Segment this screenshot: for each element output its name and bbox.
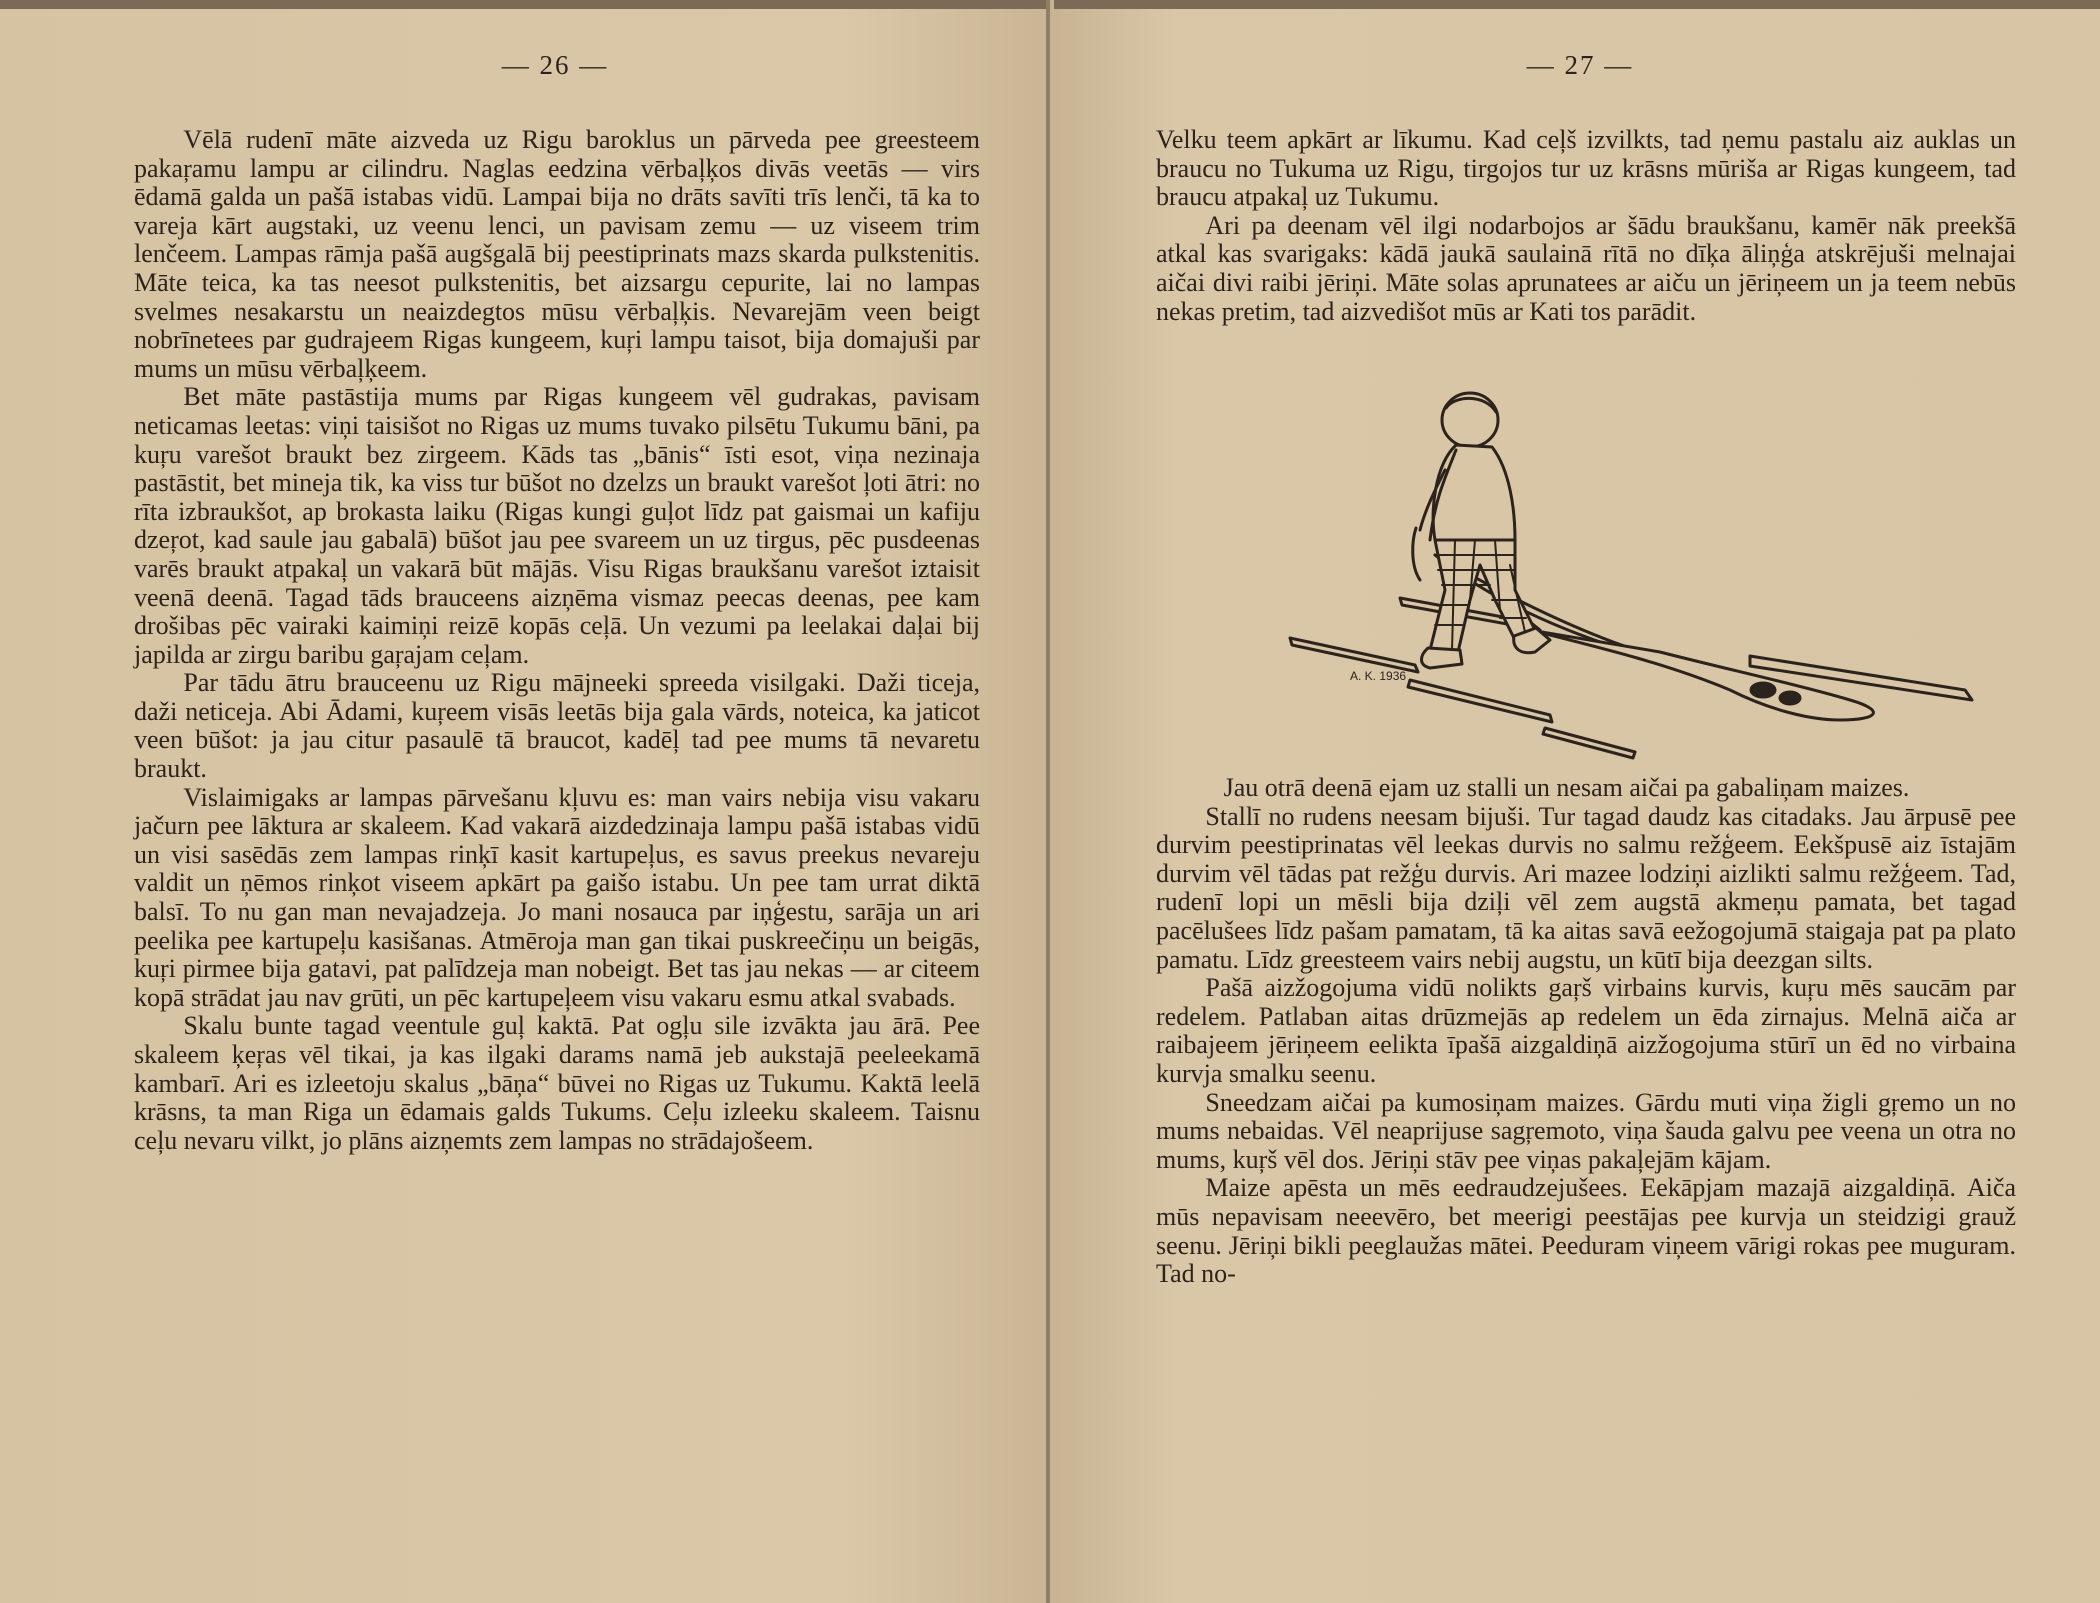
page-number-left: — 26 — [501, 50, 609, 80]
top-edge-band [0, 0, 1046, 9]
paragraph: Jau otrā deenā ejam uz stalli un nesam aičai pa gabaliņam maizes. [1223, 773, 1910, 802]
right-page-text-top [1156, 126, 2016, 326]
page-number-right: — 27 — [1526, 50, 1634, 80]
right-page [1050, 0, 2100, 1603]
illustration-signature: A. K. 1936 [1350, 669, 1407, 683]
paragraph: Pašā aizžogojuma vidū nolikts gaŗš virbains kurvis, kuŗu mēs saucām par redelem. Patlaban aitas drūzmejās ap redelem un ēda zirnajus. Melnā aiča ar raibajeem jēriņeem eelikta īpašā aizgaldiņā aizžogojuma stūrī un ēd no virbaina kurvja smalku seenu. [1156, 973, 2016, 1088]
paragraph: Skalu bunte tagad veentule guļ kaktā. Pat ogļu sile izvākta jau ārā. Pee skaleem ķeŗas vēl tikai, ja kas ilgaki darams namā jeb aukstajā peeleekamā kambarī. Ari es izleetoju skalus „bāņa“ būvei no Rigas uz Tukumu. Kaktā leelā krāsns, ta man Riga un ēdamais galds Tukums. Ceļu izleeku skaleem. Taisnu ceļu nevaru vilkt, jo plāns aizņemts zem lampas no strādajošeem. [134, 1011, 980, 1155]
paragraph: Maize apēsta un mēs eedraudzejušees. Eekāpjam mazajā aizgaldiņā. Aiča mūs nepavisam neeevēro, bet meerigi peestājas pee kurvja un steidzigi grauž seenu. Jēriņi bikli peeglaužas mātei. Peeduram viņeem vārigi rokas pee muguram. Tad no- [1156, 1173, 2016, 1289]
paragraph: Ari pa deenam vēl ilgi nodarbojos ar šādu braukšanu, kamēr nāk preekšā atkal kas svarigaks: kādā jaukā saulainā rītā no dīķa āliņģa atskrējuši melnajai aičai divi raibi jēriņi. Māte solas aprunatees ar aiču un jēriņeem un ja teem nebūs nekas pretim, tad aizvedišot mūs ar Kati tos parādit. [1156, 210, 2016, 326]
top-edge-band [1054, 0, 2100, 9]
paragraph: Par tādu ātru brauceenu uz Rigu mājneeki spreeda visilgaki. Daži ticeja, daži neticeja. Abi Ādami, kuŗeem visās leetās bija gala vārds, noteica, ka jaticot veen būšot: ja jau citur pasaulē tā braucot, kadēļ tad pee mums tā nevaretu braukt. [134, 668, 980, 784]
right-page-text-bottom [1156, 774, 2016, 1289]
paragraph: Velku teem apkārt ar līkumu. Kad ceļš izvilkts, tad ņemu pastalu aiz auklas un braucu no Tukuma uz Rigu, tirgojos tur uz krāsns mūriša ar Rigas kungeem, tad braucu atpakaļ uz Tukumu. [1156, 125, 2016, 212]
paragraph: Sneedzam aičai pa kumosiņam maizes. Gārdu muti viņa žigli gŗemo un no mums nebaidas. Vēl neaprijuse sagŗemoto, viņa šauda galvu pee veena un otra no mums, kuŗš vēl dos. Jēriņi stāv pee viņas pakaļejām kājam. [1156, 1087, 2016, 1174]
paragraph: Vēlā rudenī māte aizveda uz Rigu baroklus un pārveda pee greesteem pakaŗamu lampu ar cilindru. Naglas eedzina vērbaļķos divās veetās — virs ēdamā galda un pašā istabas vidū. Lampai bija no drāts savīti trīs lenči, tā ka to vareja kārt augstaki, uz veenu lenci, un pavisam zemu — uz viseem trim lenčeem. Lampas rāmja pašā augšgalā bij peestiprinats mazs skarda pulkstenitis. Māte teica, ka tas neesot pulkstenitis, bet aizsargu cepurite, lai no lampas svelmes nesakarstu un neaizdegtos mūsu vērbaļķis. Nevarejām veen beigt nobrīnetees par gudrajeem Rigas kungeem, kuŗi lampu taisot, bija domajuši par mums un mūsu vērbaļķeem. [134, 125, 980, 383]
paragraph: Stallī no rudens neesam bijuši. Tur tagad daudz kas citadaks. Jau ārpusē pee durvim peestiprinatas vēl leekas durvis no salmu režģeem. Eekšpusē aiz īstajām durvim vēl tādas pat režģu durvis. Ari mazee lodziņi aizlikti salmu režģeem. Tad, rudenī lopi un mēsli bija dziļi vēl zem augstā akmeņu pamata, bet tagad pacēlušees līdz pašam pamatam, tā ka aitas savā eežogojumā staigaja pat pa plato pamatu. Līdz greesteem vairs nebij augstu, un kūtī bija deezgan silts. [1156, 801, 2016, 974]
paragraph: Bet māte pastāstija mums par Rigas kungeem vēl gudrakas, pavisam neticamas leetas: viņi taisišot no Rigas uz mums tuvako pilsētu Tukumu bāni, pa kuŗu varešot braukt bez zirgeem. Kāds tas „bānis“ īsti esot, viņa nezinaja pastāstit, bet mineja tik, ka viss tur būšot no dzelzs un braukt varešot ļoti ātri: no rīta izbraukšot, ap brokasta laiku (Rigas kungi guļot līdz pat gaismai un kafiju dzeŗot, kad saule jau gabalā) būšot jau pee svareem un uz tirgus, pēc pusdeenas varēs braukt atpakaļ un vakarā būt mājās. Visu Rigas braukšanu varešot iztaisit veenā deenā. Tagad tāds brauceens aizņēma vismaz peecas deenas, pee kam drošibas pēc vairaki kaimiņi reizē kopās ceļā. Un vezumi pa leelakai daļai bij japilda ar zirgu baribu gaŗajam ceļam. [134, 382, 980, 669]
left-page-text [134, 126, 980, 1155]
boy-with-skis-drawing [1230, 390, 1980, 770]
boy-with-skis-illustration [1230, 390, 1980, 770]
paragraph: Vislaimigaks ar lampas pārvešanu kļuvu es: man vairs nebija visu vakaru jačurn pee lāktura ar skaleem. Kad vakarā aizdedzinaja lampu pašā istabas vidū un visi sasēdās zem lampas rinķī kasit kartupeļus, es savus preekus nevareju valdit un ņēmos rinķot viseem apkārt pa gaišo istabu. Un pee tam urrat diktā balsī. To nu gan man nevajadzeja. Jo mani nosauca par iņģestu, sarāja un ari peelika pee kartupeļu kasišanas. Atmēroja man gan tikai puskreečiņu un beigās, kuŗi pirmee bija gatavi, pat palīdzeja man nobeigt. Bet tas jau nekas — ar citeem kopā strādat jau nav grūti, un pēc kartupeļeem visu vakaru esmu atkal svabads. [134, 782, 980, 1012]
